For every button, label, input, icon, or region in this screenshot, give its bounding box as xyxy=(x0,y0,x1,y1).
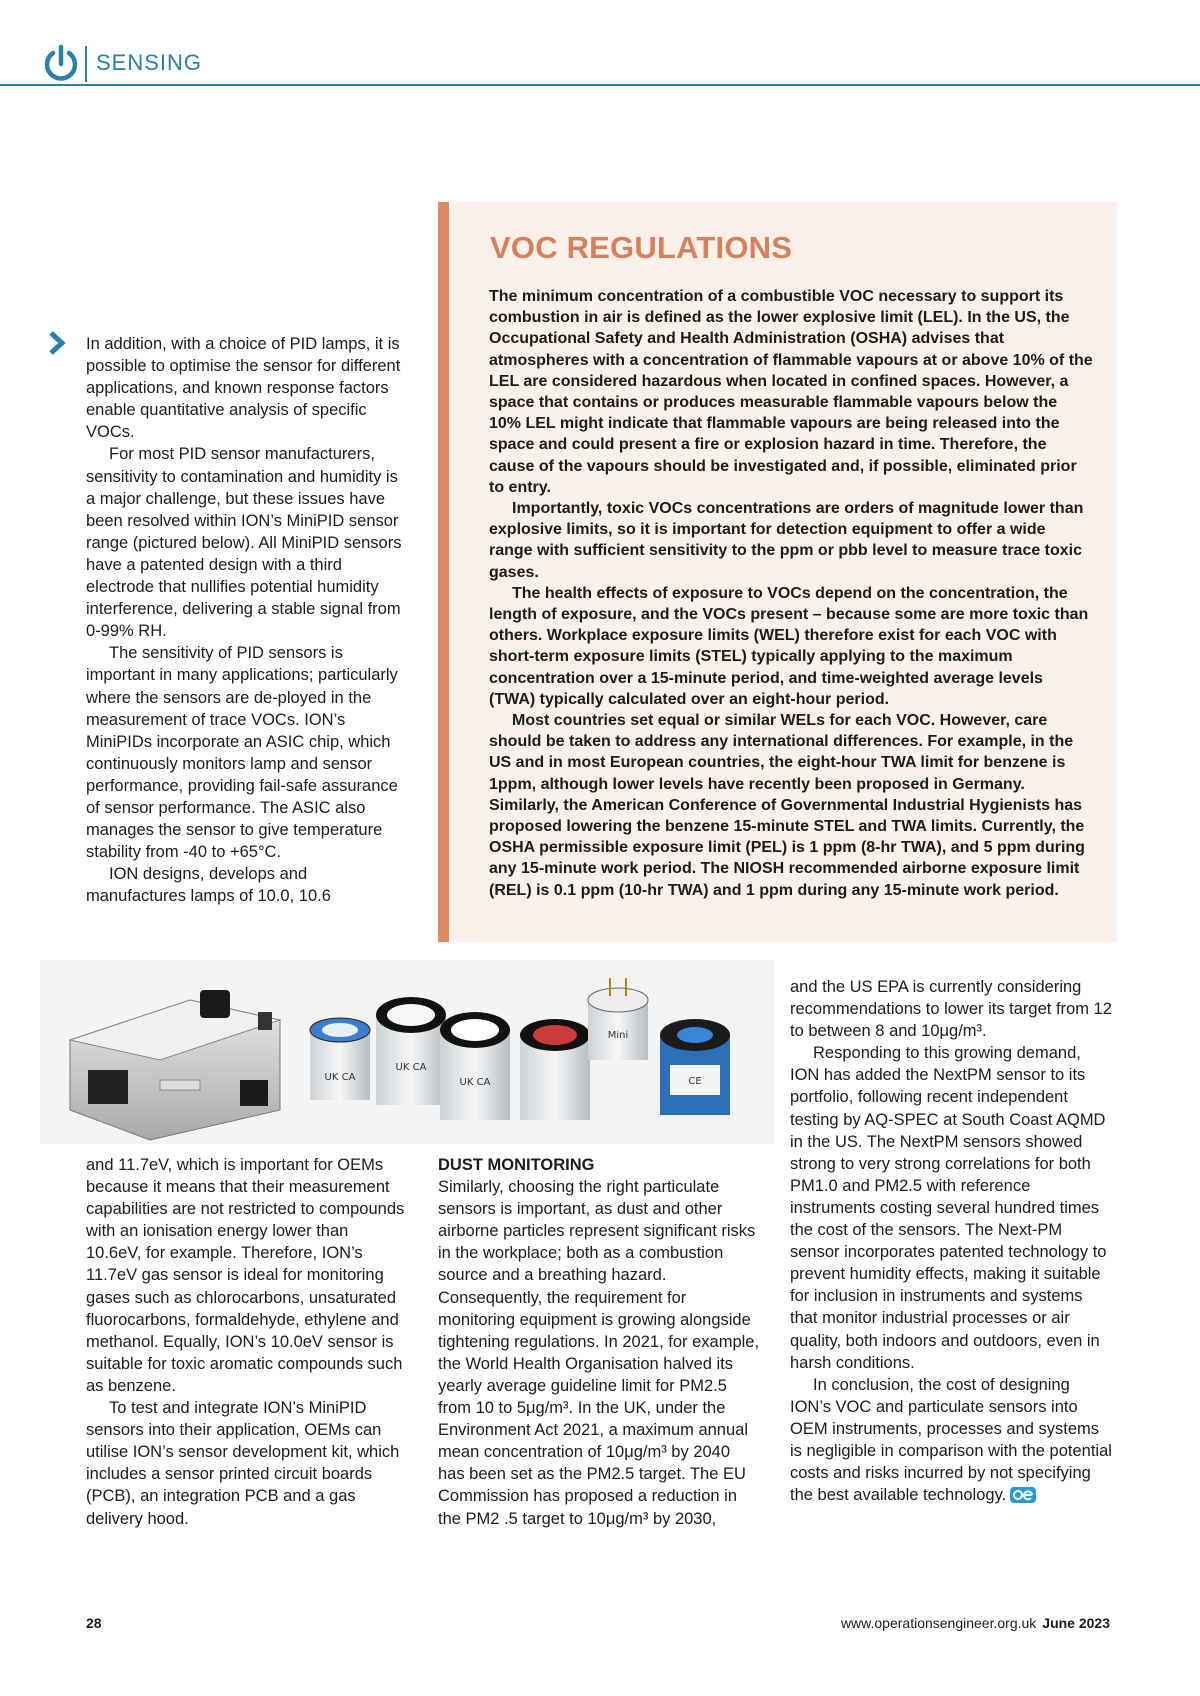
minipid-sensor xyxy=(660,1019,730,1115)
minipid-sensor xyxy=(376,997,446,1105)
oe-logo-icon xyxy=(1010,1487,1036,1503)
dust-monitoring-heading: DUST MONITORING xyxy=(438,1156,595,1174)
paragraph: The minimum concentration of a combustible VOC necessary to support its combustion in air is defined as the lower explosive limit (LEL). In the US, the Occupational Safety and Health Administration (OSHA) advises that atmospheres with a concentration of flammable vapours at or above 10% of the LEL are considered hazardous when located in confined spaces. However, a space that contains or produces measurable flammable vapours below the 10% LEL might indicate that flammable vapours are being released into the space and could present a fire or explosion hazard in time. Therefore, the cause of the vapours should be investigated and, if possible, eliminated prior to entry. xyxy=(489,288,1093,496)
paragraph: and 11.7eV, which is important for OEMs because it means that their measurement capabilities are not restricted to compounds with an ionisation energy lower than 10.6eV, for example. Therefore, ION’s 11.7eV gas sensor is ideal for monitoring gases such as chlorocarbons, unsaturated fluorocarbons, formaldehyde, ethylene and methanol. Equally, ION’s 10.0eV sensor is suitable for toxic aromatic compounds such as benzene. xyxy=(86,1156,405,1395)
column-2 xyxy=(438,1154,760,1530)
sidebar-body xyxy=(489,286,1093,901)
paragraph: To test and integrate ION’s MiniPID sensors into their application, OEMs can utilise ION’s sensor development kit, which includes a sensor printed circuit boards (PCB), an integration PCB and a gas delivery hood. xyxy=(86,1399,400,1528)
minipid-sensor xyxy=(310,1018,370,1100)
nextpm-sensor xyxy=(70,990,280,1140)
paragraph: For most PID sensor manufacturers, sensitivity to contamination and humidity is a major challenge, but these issues have been resolved within ION’s MiniPID sensor range (pictured below). All MiniPID sensors have a patented design with a third electrode that nullifies potential humidity interference, delivering a stable signal from 0-99% RH. xyxy=(86,445,402,641)
footer-info xyxy=(841,1615,1110,1631)
paragraph: Most countries set equal or similar WELs for each VOC. However, care should be taken to address any international differences. For example, in the US and in most European countries, the eight-hour TWA limit for benzene is 1ppm, although lower levels have recently been proposed in Germany. Similarly, the American Conference of Governmental Industrial Hygienists has proposed lowering the benzene 15-minute STEL and TWA limits. Currently, the OSHA permissible exposure limit (PEL) is 1 ppm (8-hr TWA), and 5 ppm during any 15-minute work period. The NIOSH recommended airborne exposure limit (REL) is 0.1 ppm (10-hr TWA) and 1 ppm during any 15-minute work period. xyxy=(489,712,1085,899)
section-label: SENSING xyxy=(96,50,203,75)
power-icon xyxy=(42,44,80,84)
paragraph: ION designs, develops and manufactures lamps of 10.0, 10.6 xyxy=(86,865,331,906)
column-1-top xyxy=(86,333,408,907)
paragraph: and the US EPA is currently considering recommendations to lower its target from 12 to between 8 and 10μg/m³. xyxy=(790,978,1112,1041)
sensor-label: UK CA xyxy=(395,1062,427,1073)
page-number: 28 xyxy=(86,1615,102,1631)
paragraph: The health effects of exposure to VOCs depend on the concentration, the length of exposure, and the VOCs present – because some are more toxic than others. Workplace exposure limits (WEL) therefore exist for each VOC with short-term exposure limits (STEL) typically applying to the maximum concentration over a 15-minute period, and time-weighted average levels (TWA) typically calculated over an eight-hour period. xyxy=(489,584,1089,708)
minipid-sensor xyxy=(440,1012,510,1120)
sensor-label: UK CA xyxy=(459,1077,491,1088)
chevron-right-icon xyxy=(48,330,66,356)
website-url[interactable]: www.operationsengineer.org.uk xyxy=(840,1615,1037,1631)
sensor-label: Mini xyxy=(607,1030,629,1041)
minipid-sensor xyxy=(588,978,648,1060)
paragraph: Importantly, toxic VOCs concentrations are orders of magnitude lower than explosive limits, so it is important for detection equipment to offer a wide range with sufficient sensitivity to the ppm or pbb level to measure trace toxic gases. xyxy=(489,500,1084,581)
issue-date: June 2023 xyxy=(1042,1615,1110,1631)
paragraph: Responding to this growing demand, ION has added the NextPM sensor to its portfolio, following recent independent testing by AQ-SPEC at South Coast AQMD in the US. The NextPM sensors showed strong to very strong correlations for both PM1.0 and PM2.5 with reference instruments costing several hundred times the cost of the sensors. The Next-PM sensor incorporates patented technology to prevent humidity effects, making it suitable for inclusion in instruments and systems that monitor industrial processes or air quality, both indoors and outdoors, even in harsh conditions. xyxy=(790,1044,1107,1372)
sensors-illustration xyxy=(40,960,774,1144)
header-divider xyxy=(85,46,87,82)
sidebar-accent-bar xyxy=(438,202,449,942)
column-3 xyxy=(790,976,1112,1506)
column-1-bottom xyxy=(86,1154,408,1530)
sensor-label: CE xyxy=(688,1076,702,1087)
sensors-photo xyxy=(40,960,774,1144)
voc-regulations-sidebar xyxy=(438,202,1117,942)
paragraph xyxy=(790,1374,1112,1507)
minipid-sensor xyxy=(520,1019,590,1120)
page-header xyxy=(0,0,1200,86)
paragraph: Similarly, choosing the right particulate sensors is important, as dust and other airborne particles represent significant risks in the workplace; both as a combustion source and a breathing hazard. Consequently, the requirement for monitoring equipment is growing alongside tightening regulations. In 2021, for example, the World Health Organisation halved its yearly average guideline limit for PM2.5 from 10 to 5μg/m³. In the UK, under the Environment Act 2021, a maximum annual mean concentration of 10μg/m³ by 2040 has been set as the PM2.5 target. The EU Commission has proposed a reduction in the PM2 .5 target to 10μg/m³ by 2030, xyxy=(438,1178,760,1528)
paragraph: The sensitivity of PID sensors is important in many applications; particularly where the sensors are de-ployed in the measurement of trace VOCs. ION’s MiniPIDs incorporate an ASIC chip, which continuously monitors lamp and sensor performance, providing fail-safe assurance of sensor performance. The ASIC also manages the sensor to give temperature stability from -40 to +65°C. xyxy=(86,644,398,862)
paragraph: In addition, with a choice of PID lamps, it is possible to optimise the sensor for different applications, and known response factors enable quantitative analysis of specific VOCs. xyxy=(86,335,401,442)
sensor-label: UK CA xyxy=(324,1072,356,1083)
sidebar-title: VOC REGULATIONS xyxy=(490,230,793,265)
header-rule xyxy=(0,84,1200,86)
paragraph-text: In conclusion, the cost of designing ION’s VOC and particulate sensors into OEM instruments, processes and systems is negligible in comparison with the potential costs and risks incurred by not specifying the best available technology. xyxy=(790,1375,1112,1505)
